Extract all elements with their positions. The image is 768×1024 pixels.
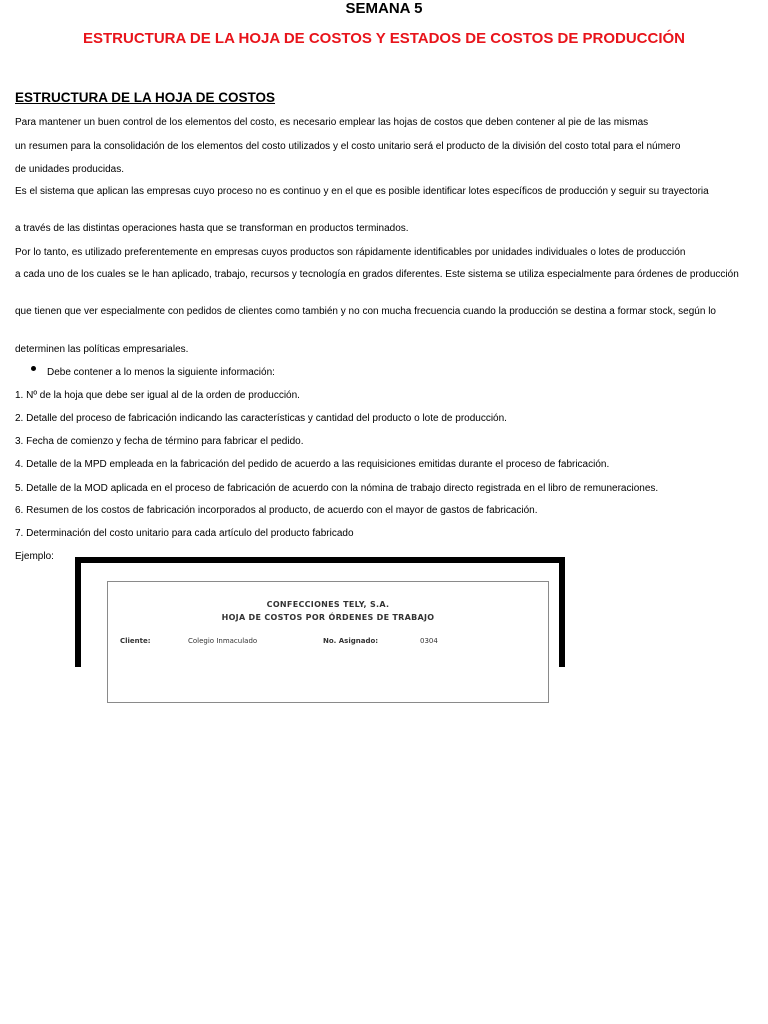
list-item: 4. Detalle de la MPD empleada en la fabricación del pedido de acuerdo a las requisiciones emitidas durante el proceso de fabricación.: [15, 459, 610, 470]
list-item: 1. Nº de la hoja que debe ser igual al de la orden de producción.: [15, 390, 300, 401]
paragraph-line: a través de las distintas operaciones hasta que se transforman en productos terminados.: [15, 223, 409, 234]
example-form-title: HOJA DE COSTOS POR ÓRDENES DE TRABAJO: [221, 613, 435, 622]
list-item: 5. Detalle de la MOD aplicada en el proceso de fabricación de acuerdo con la nómina de trabajo directo registrada en el libro de remuneraciones.: [15, 483, 659, 494]
example-label: Ejemplo:: [15, 551, 54, 562]
section-heading: ESTRUCTURA DE LA HOJA DE COSTOS: [15, 90, 276, 105]
paragraph-line: Por lo tanto, es utilizado preferentemente en empresas cuyos productos son rápidamente identificables por unidades individuales o lotes de producción: [15, 247, 686, 258]
list-item: 2. Detalle del proceso de fabricación indicando las características y cantidad del producto o lote de producción.: [15, 413, 507, 424]
example-company-name: CONFECCIONES TELY, S.A.: [266, 600, 390, 609]
cost-sheet-form: [107, 581, 549, 703]
list-item: 3. Fecha de comienzo y fecha de término para fabricar el pedido.: [15, 436, 304, 447]
example-image: [75, 557, 565, 667]
example-client-label: Cliente:: [120, 637, 151, 645]
example-number-value: 0304: [420, 637, 438, 645]
example-number-label: No. Asignado:: [323, 637, 379, 645]
paragraph-line: Es el sistema que aplican las empresas cuyo proceso no es continuo y en el que es posible identificar lotes específicos de producción y seguir su trayectoria: [15, 186, 709, 197]
paragraph-line: a cada uno de los cuales se le han aplicado, trabajo, recursos y tecnología en grados diferentes. Este sistema se utiliza especialmente para órdenes de producción: [15, 269, 739, 280]
week-heading: SEMANA 5: [345, 0, 423, 17]
document-title: ESTRUCTURA DE LA HOJA DE COSTOS Y ESTADOS DE COSTOS DE PRODUCCIÓN: [82, 30, 686, 47]
paragraph-line: un resumen para la consolidación de los elementos del costo utilizados y el costo unitario será el producto de la división del costo total para el número: [15, 141, 681, 152]
list-item: 6. Resumen de los costos de fabricación incorporados al producto, de acuerdo con el mayor de gastos de fabricación.: [15, 505, 538, 516]
paragraph-line: Para mantener un buen control de los elementos del costo, es necesario emplear las hojas de costos que deben contener al pie de las mismas: [15, 117, 649, 128]
list-item: 7. Determinación del costo unitario para cada artículo del producto fabricado: [15, 528, 354, 539]
paragraph-line: de unidades producidas.: [15, 164, 124, 175]
bullet-text: Debe contener a lo menos la siguiente información:: [47, 367, 275, 378]
example-client-value: Colegio Inmaculado: [188, 637, 258, 645]
paragraph-line: que tienen que ver especialmente con pedidos de clientes como también y no con mucha frecuencia cuando la producción se destina a formar stock, según lo: [15, 306, 716, 317]
bullet-dot: [31, 366, 36, 371]
paragraph-line: determinen las políticas empresariales.: [15, 344, 189, 355]
